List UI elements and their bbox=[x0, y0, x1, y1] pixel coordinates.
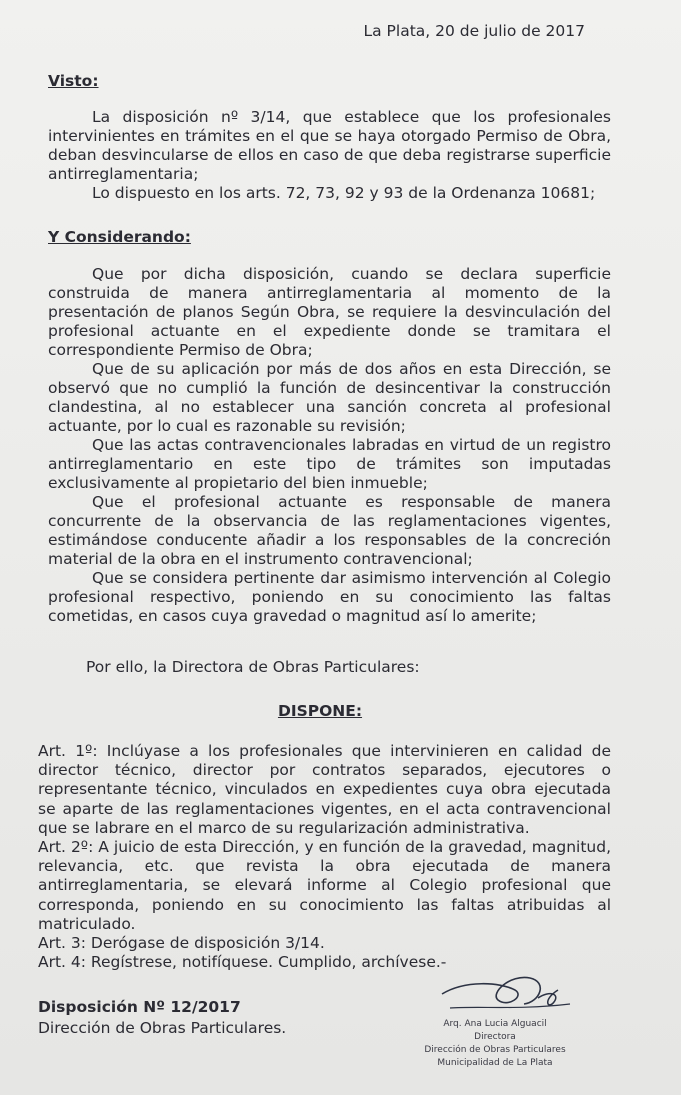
signatory-office: Dirección de Obras Particulares bbox=[424, 1045, 566, 1055]
visto-paragraph: La disposición nº 3/14, que establece que los profesionales intervinientes en trámites en el que se haya otorgado Permiso de Obra, deban desvincularse de ellos en caso de que deba registrarse superficie antirreglamentaria; bbox=[48, 108, 611, 183]
article-1: Art. 1º: Inclúyase a los profesionales que intervinieren en calidad de director técnico, director por contratos separados, ejecutores o representante técnico, vinculados en expedientes cuya obra ejecutada se aparte de las reglamentaciones vigentes, en el acta contravencional que se labrare en el marco de su regularización administrativa. bbox=[38, 742, 611, 837]
signature-block bbox=[400, 960, 620, 1090]
visto-paragraph: Lo dispuesto en los arts. 72, 73, 92 y 93 de la Ordenanza 10681; bbox=[92, 184, 596, 202]
article-4: Art. 4: Regístrese, notifíquese. Cumplido, archívese.- bbox=[38, 953, 447, 972]
articles-section bbox=[38, 742, 611, 972]
considerando-paragraph: Que se considera pertinente dar asimismo intervención al Colegio profesional respectivo, poniendo en su conocimiento las faltas cometidas, en casos cuya gravedad o magnitud así lo amerite; bbox=[48, 569, 611, 625]
considerando-heading: Y Considerando: bbox=[48, 228, 191, 246]
considerando-paragraph: Que el profesional actuante es responsable de manera concurrente de la observancia de las reglamentaciones vigentes, estimándose conducente añadir a los responsables de la concreción material de la obra en el instrumento contravencional; bbox=[48, 493, 611, 568]
considerando-paragraph: Que las actas contravencionales labradas en virtud de un registro antirreglamentario en este tipo de trámites son imputadas exclusivamente al propietario del bien inmueble; bbox=[48, 436, 611, 492]
document-date: La Plata, 20 de julio de 2017 bbox=[363, 22, 585, 40]
visto-heading: Visto: bbox=[48, 72, 99, 90]
signatory-org: Municipalidad de La Plata bbox=[437, 1058, 553, 1068]
signatory-name: Arq. Ana Lucia Alguacil bbox=[443, 1019, 547, 1029]
handwritten-signature bbox=[420, 960, 590, 1020]
dispone-heading: DISPONE: bbox=[277, 702, 363, 720]
article-3: Art. 3: Derógase de disposición 3/14. bbox=[38, 934, 325, 953]
visto-section bbox=[48, 108, 611, 203]
disposicion-office: Dirección de Obras Particulares. bbox=[38, 1019, 287, 1037]
signatory-title: Directora bbox=[474, 1032, 516, 1042]
considerando-paragraph: Que por dicha disposición, cuando se declara superficie construida de manera antirreglamentaria al momento de la presentación de planos Según Obra, se requiere la desvinculación del profesional actuante en el expediente donde se tramitara el correspondiente Permiso de Obra; bbox=[48, 265, 611, 359]
considerando-section bbox=[48, 265, 611, 626]
por-ello-line: Por ello, la Directora de Obras Particulares: bbox=[86, 658, 420, 676]
disposicion-number: Disposición Nº 12/2017 bbox=[38, 998, 241, 1016]
considerando-paragraph: Que de su aplicación por más de dos años en esta Dirección, se observó que no cumplió la función de desincentivar la construcción clandestina, al no establecer una sanción concreta al profesional actuante, por lo cual es razonable su revisión; bbox=[48, 360, 611, 435]
article-2: Art. 2º: A juicio de esta Dirección, y en función de la gravedad, magnitud, relevancia, etc. que revista la obra ejecutada de manera antirreglamentaria, se elevará informe al Colegio profesional que corresponda, poniendo en su conocimiento las faltas atribuidas al matriculado. bbox=[38, 838, 611, 933]
